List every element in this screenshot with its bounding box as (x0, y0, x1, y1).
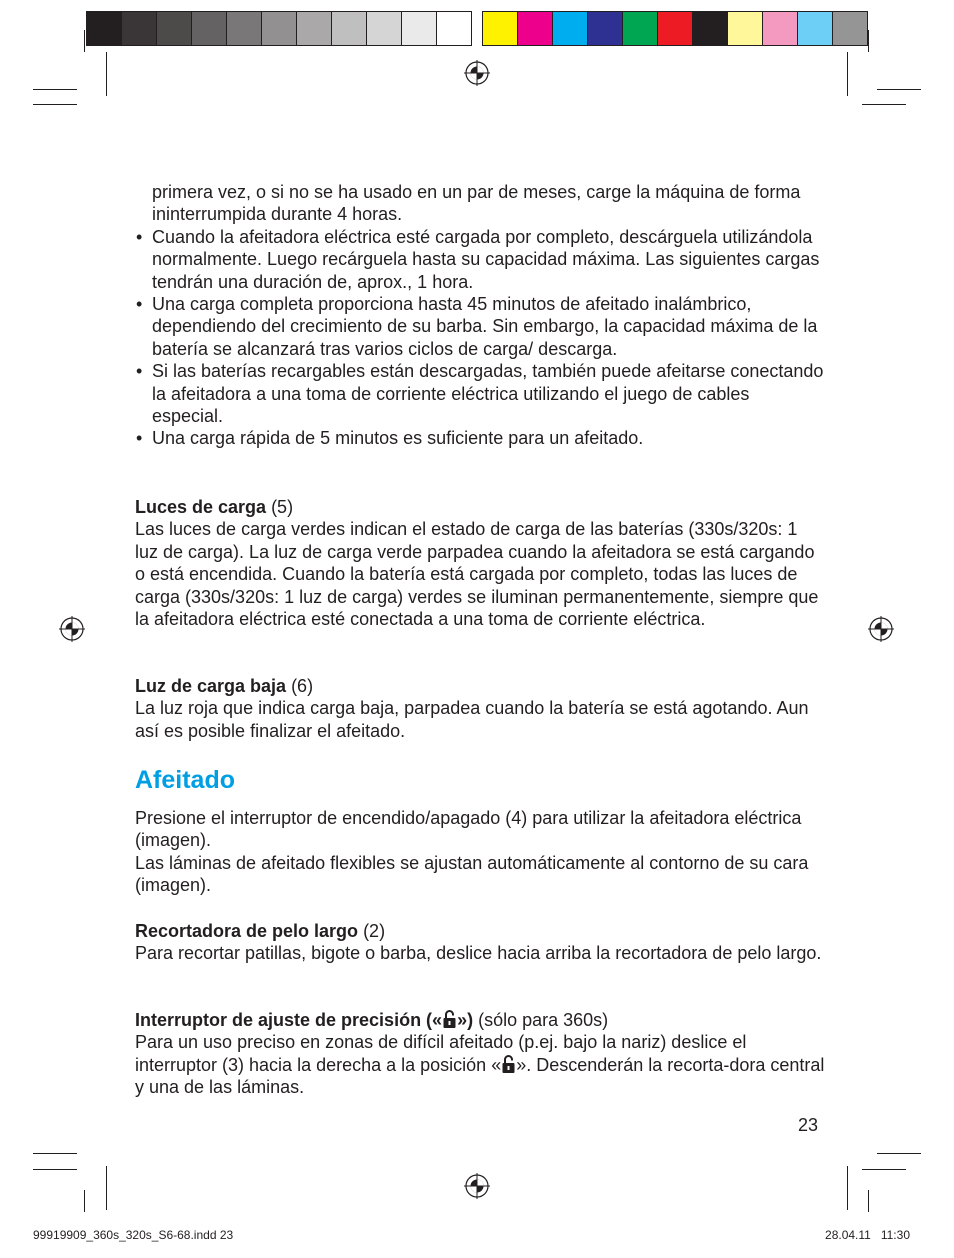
registration-mark-icon (868, 616, 894, 642)
section-heading: Interruptor de ajuste de precisión (« ») (sólo para 360s) (135, 1010, 609, 1030)
color-swatch (728, 12, 763, 45)
color-swatch (483, 12, 518, 45)
list-item: • Cuando la afeitadora eléctrica esté cargada por completo, descárguela utilizándola normalmente. Luego recárguela hasta su capacidad máxima. Las siguientes cargas tendrán una duración de, aprox., 1 hora. (136, 226, 820, 292)
crop-mark (106, 52, 107, 96)
section-heading: Luz de carga baja (6) (135, 676, 314, 696)
color-swatch (833, 12, 867, 45)
section-low-charge-light (135, 675, 825, 742)
unlock-icon (443, 1009, 456, 1029)
color-swatch (518, 12, 553, 45)
footer-file-slug: 99919909_360s_320s_S6-68.indd 23 (33, 1228, 234, 1242)
unlock-icon (502, 1054, 515, 1074)
crop-mark (847, 52, 848, 96)
continuation-paragraph: primera vez, o si no se ha usado en un par de meses, carge la máquina de forma ininterrumpida durante 4 horas. (152, 182, 801, 225)
gray-color-bar (86, 11, 472, 46)
gray-swatch (297, 12, 332, 45)
gray-swatch (87, 12, 122, 45)
color-swatch (553, 12, 588, 45)
paragraph: Presione el interruptor de encendido/apagado (4) para utilizar la afeitadora eléctrica (imagen). (135, 808, 802, 851)
gray-swatch (192, 12, 227, 45)
crop-mark (868, 30, 869, 52)
gray-swatch (367, 12, 402, 45)
gray-swatch (227, 12, 262, 45)
gray-swatch (122, 12, 157, 45)
section-body: Para recortar patillas, bigote o barba, deslice hacia arriba la recortadora de pelo largo. (135, 943, 822, 964)
gray-swatch (332, 12, 367, 45)
section-heading: Luces de carga (5) (135, 497, 294, 517)
crop-mark (84, 1190, 85, 1212)
list-item: • Si las baterías recargables están descargadas, también puede afeitarse conectando la afeitadora a una toma de corriente eléctrica utilizando el juego de cables especial. (136, 361, 824, 427)
color-swatch (588, 12, 623, 45)
registration-mark-icon (464, 1173, 490, 1199)
color-swatch (693, 12, 728, 45)
crop-mark (84, 30, 85, 52)
crop-mark (862, 104, 906, 105)
crop-mark (33, 104, 77, 105)
bullet: • (136, 361, 143, 382)
bullet: • (136, 226, 143, 247)
color-swatch (798, 12, 833, 45)
section-title-shaving: Afeitado (135, 766, 235, 794)
bullet: • (136, 428, 143, 449)
color-swatch (763, 12, 798, 45)
gray-swatch (157, 12, 192, 45)
footer-date-slug: 28.04.11 11:30 (825, 1228, 910, 1242)
color-swatch (623, 12, 658, 45)
crop-mark (33, 1153, 77, 1154)
list-item: • Una carga completa proporciona hasta 45 minutos de afeitado inalámbrico, dependiendo del crecimiento de su barba. Sin embargo, la capacidad máxima de la batería se alcanzará tras varios ciclos de carga/ descarga. (136, 294, 818, 359)
process-color-bar (482, 11, 868, 46)
gray-swatch (402, 12, 437, 45)
crop-mark (847, 1166, 848, 1210)
section-body: Las luces de carga verdes indican el estado de carga de las baterías (330s/320s: 1 luz de carga). La luz de carga verde parpadea cuando la afeitadora se está cargando o está encendida. Cuando la batería está cargada por completo, todas las luces de carga (330s/320s: 1 luz de carga) verdes se iluminan permanentemente, siempre que la afeitadora eléctrica esté conectada a una toma de corriente eléctrica. (135, 519, 819, 630)
crop-mark (862, 1169, 906, 1170)
crop-mark (877, 89, 921, 90)
bullet: • (136, 294, 143, 315)
section-long-hair-trimmer (135, 920, 825, 965)
crop-mark (868, 1190, 869, 1212)
page-number: 23 (798, 1115, 819, 1135)
section-charge-lights (135, 496, 825, 630)
color-swatch (658, 12, 693, 45)
section-body: La luz roja que indica carga baja, parpadea cuando la batería se está agotando. Aun así es posible finalizar el afeitado. (135, 698, 809, 741)
crop-mark (33, 89, 77, 90)
gray-swatch (437, 12, 471, 45)
crop-mark (106, 1166, 107, 1210)
section-body: Para un uso preciso en zonas de difícil afeitado (p.ej. bajo la nariz) deslice el interruptor (3) hacia la derecha a la posición « ». Descenderán la recorta-dora central y una de las láminas. (135, 1032, 825, 1098)
crop-mark (877, 1153, 921, 1154)
registration-mark-icon (59, 616, 85, 642)
gray-swatch (262, 12, 297, 45)
crop-mark (33, 1169, 77, 1170)
registration-mark-icon (464, 60, 490, 86)
section-precision-switch (135, 1009, 825, 1099)
list-item: • Una carga rápida de 5 minutos es suficiente para un afeitado. (136, 428, 644, 449)
charging-instructions (135, 181, 825, 450)
section-heading: Recortadora de pelo largo (2) (135, 921, 386, 941)
paragraph: Las láminas de afeitado flexibles se ajustan automáticamente al contorno de su cara (imagen). (135, 852, 809, 896)
section-shaving (135, 807, 825, 897)
